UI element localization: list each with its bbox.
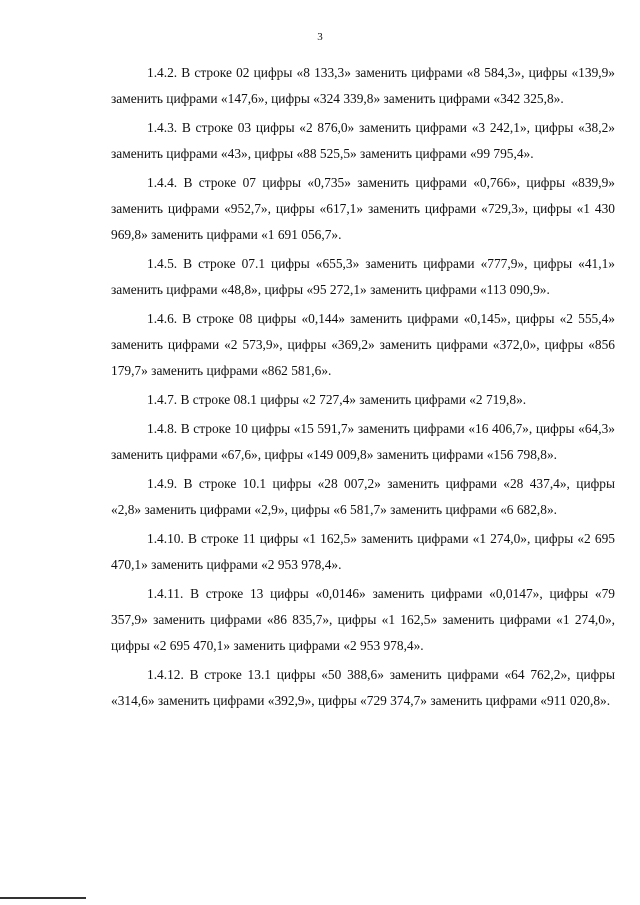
paragraph-1-4-12: 1.4.12. В строке 13.1 цифры «50 388,6» заменить цифрами «64 762,2», цифры «314,6» заменить цифрами «392,9», цифры «729 374,7» заменить цифрами «911 020,8».	[111, 667, 615, 708]
document-body	[111, 60, 615, 717]
paragraph-1-4-4: 1.4.4. В строке 07 цифры «0,735» заменить цифрами «0,766», цифры «839,9» заменить цифрами «952,7», цифры «617,1» заменить цифрами «729,3», цифры «1 430 969,8» заменить цифрами «1 691 056,7».	[111, 175, 615, 242]
paragraph-1-4-6: 1.4.6. В строке 08 цифры «0,144» заменить цифрами «0,145», цифры «2 555,4» заменить цифрами «2 573,9», цифры «369,2» заменить цифрами «372,0», цифры «856 179,7» заменить цифрами «862 581,6».	[111, 311, 615, 378]
paragraph-1-4-10: 1.4.10. В строке 11 цифры «1 162,5» заменить цифрами «1 274,0», цифры «2 695 470,1» заменить цифрами «2 953 978,4».	[111, 531, 615, 572]
paragraph-1-4-2: 1.4.2. В строке 02 цифры «8 133,3» заменить цифрами «8 584,3», цифры «139,9» заменить цифрами «147,6», цифры «324 339,8» заменить цифрами «342 325,8».	[111, 65, 615, 106]
page-number: 3	[317, 31, 323, 43]
paragraph-1-4-3: 1.4.3. В строке 03 цифры «2 876,0» заменить цифрами «3 242,1», цифры «38,2» заменить цифрами «43», цифры «88 525,5» заменить цифрами «99 795,4».	[111, 120, 615, 161]
paragraph-1-4-11: 1.4.11. В строке 13 цифры «0,0146» заменить цифрами «0,0147», цифры «79 357,9» заменить цифрами «86 835,7», цифры «1 162,5» заменить цифрами «1 274,0», цифры «2 695 470,1» заменить цифрами «2 953 978,4».	[111, 586, 615, 653]
paragraph-1-4-5: 1.4.5. В строке 07.1 цифры «655,3» заменить цифрами «777,9», цифры «41,1» заменить цифрами «48,8», цифры «95 272,1» заменить цифрами «113 090,9».	[111, 256, 615, 297]
footer-rule	[0, 897, 86, 899]
paragraph-1-4-7: 1.4.7. В строке 08.1 цифры «2 727,4» заменить цифрами «2 719,8».	[147, 392, 527, 407]
paragraph-1-4-9: 1.4.9. В строке 10.1 цифры «28 007,2» заменить цифрами «28 437,4», цифры «2,8» заменить цифрами «2,9», цифры «6 581,7» заменить цифрами «6 682,8».	[111, 476, 615, 517]
paragraph-1-4-8: 1.4.8. В строке 10 цифры «15 591,7» заменить цифрами «16 406,7», цифры «64,3» заменить цифрами «67,6», цифры «149 009,8» заменить цифрами «156 798,8».	[111, 421, 615, 462]
